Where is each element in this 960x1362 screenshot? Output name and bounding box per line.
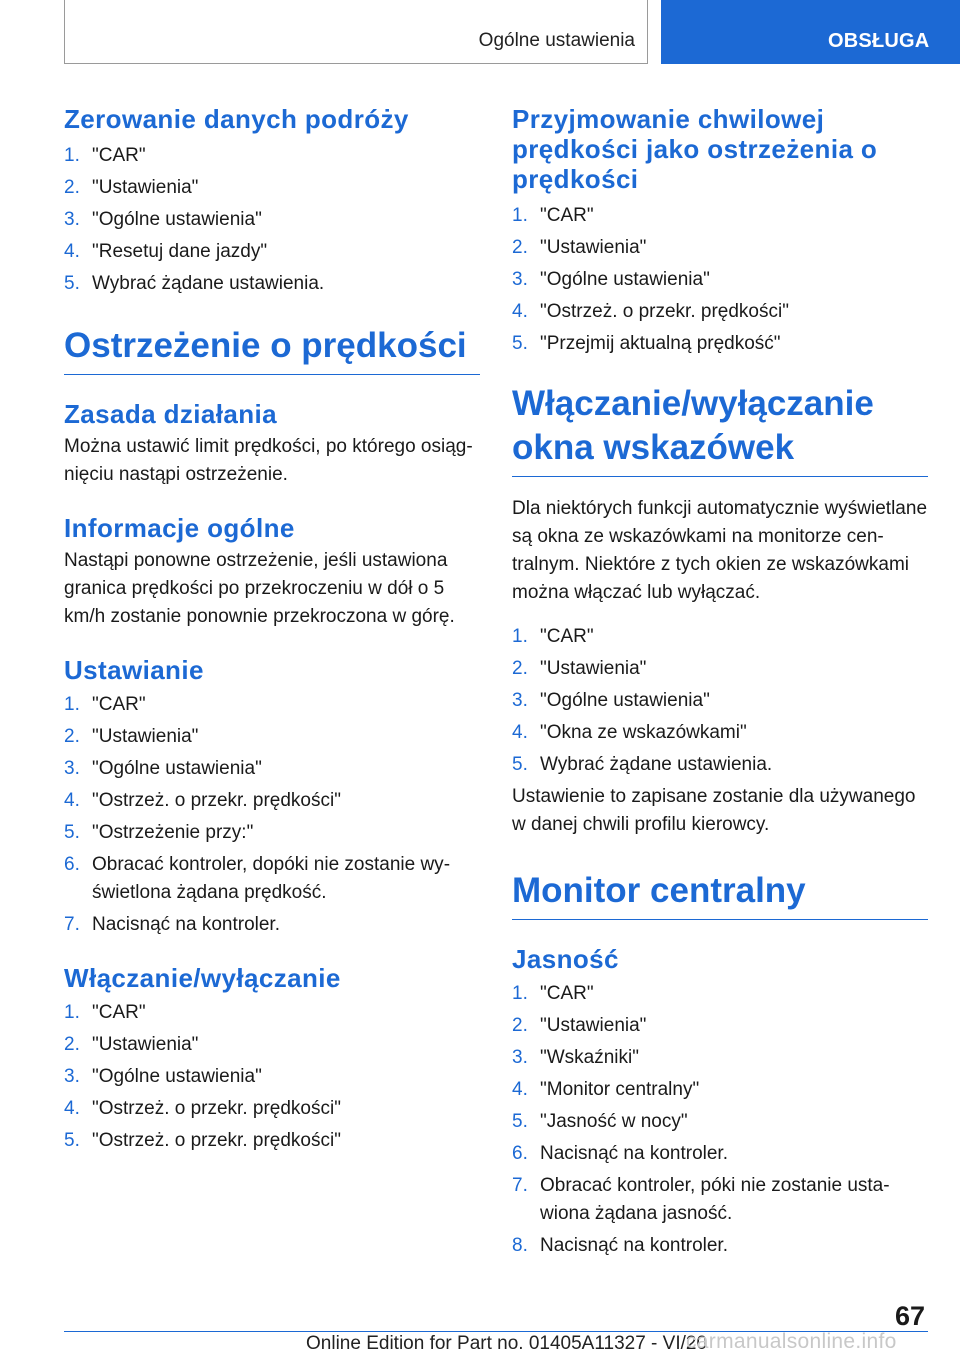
step-text: "Ostrzeż. o przekr. prędkości" xyxy=(92,790,341,811)
step-item xyxy=(512,1108,928,1136)
step-number: 6. xyxy=(512,1143,528,1164)
header-section-box xyxy=(64,0,648,64)
step-item xyxy=(512,1140,928,1168)
step-text: Obracać kontroler, dopóki nie zostanie wyświetlona żądana prędkość. xyxy=(92,854,451,903)
step-item xyxy=(512,330,928,358)
heading-przyjmowanie: Przyjmowanie chwilowej prędkości jako ostrzeżenia o prędkości xyxy=(512,104,878,194)
heading-ustawianie: Ustawianie xyxy=(64,655,204,685)
step-item xyxy=(64,1031,480,1059)
step-text: Wybrać żądane ustawienia. xyxy=(540,754,773,775)
heading-zasada: Zasada działania xyxy=(64,399,278,429)
step-item xyxy=(64,851,480,907)
step-number: 1. xyxy=(64,145,80,166)
step-text: Obracać kontroler, póki nie zostanie ustawiona żądana jasność. xyxy=(540,1175,890,1224)
step-number: 4. xyxy=(512,301,528,322)
step-item xyxy=(512,1012,928,1040)
step-item xyxy=(64,174,480,202)
step-text: "Ustawienia" xyxy=(540,658,647,679)
heading-ostrzezenie: Ostrzeżenie o prędkości xyxy=(64,324,480,375)
step-number: 2. xyxy=(64,177,80,198)
step-number: 4. xyxy=(64,790,80,811)
step-item xyxy=(512,298,928,326)
heading-monitor: Monitor centralny xyxy=(512,869,928,920)
step-item xyxy=(512,655,928,683)
heading-okna-wskazowek: Włączanie/wyłączanie okna wskazówek xyxy=(512,382,928,477)
step-item xyxy=(64,1063,480,1091)
heading-wlaczanie: Włączanie/wyłączanie xyxy=(64,963,341,993)
step-text: Nacisnąć na kontroler. xyxy=(540,1143,728,1164)
step-number: 4. xyxy=(64,1098,80,1119)
step-number: 3. xyxy=(512,1047,528,1068)
text-informacje: Nastąpi ponowne ostrzeżenie, jeśli ustawiona granica prędkości po przekroczeniu w dół o 5 km/h zostanie ponownie przekroczona w górę. xyxy=(64,550,455,627)
text-zasada: Można ustawić limit prędkości, po którego osiągnięciu nastąpi ostrzeżenie. xyxy=(64,436,473,485)
step-item xyxy=(64,819,480,847)
step-item xyxy=(64,755,480,783)
steps-wlaczanie xyxy=(64,999,480,1155)
step-number: 6. xyxy=(64,854,80,875)
step-number: 5. xyxy=(512,1111,528,1132)
step-number: 2. xyxy=(64,1034,80,1055)
step-text: Nacisnąć na kontroler. xyxy=(92,914,280,935)
step-number: 5. xyxy=(64,822,80,843)
step-number: 1. xyxy=(512,983,528,1004)
step-text: "Ogólne ustawienia" xyxy=(92,758,262,779)
steps-przyjmowanie xyxy=(512,202,928,358)
step-item xyxy=(512,623,928,651)
step-item xyxy=(512,1076,928,1104)
step-item xyxy=(64,911,480,939)
steps-ustawianie xyxy=(64,691,480,939)
step-text: "Ogólne ustawienia" xyxy=(540,269,710,290)
text-okna: Dla niektórych funkcji automatycznie wyświetlane są okna ze wskazówkami na monitorze centralnym. Niektóre z tych okien ze wskazówkami można włączać lub wyłączać. xyxy=(512,498,928,603)
step-text: Nacisnąć na kontroler. xyxy=(540,1235,728,1256)
step-number: 4. xyxy=(512,722,528,743)
step-item xyxy=(512,266,928,294)
step-item xyxy=(64,723,480,751)
steps-zerowanie xyxy=(64,142,480,298)
step-text: "Ogólne ustawienia" xyxy=(540,690,710,711)
step-item xyxy=(64,142,480,170)
step-number: 8. xyxy=(512,1235,528,1256)
step-number: 4. xyxy=(64,241,80,262)
step-number: 2. xyxy=(512,658,528,679)
step-text: "CAR" xyxy=(92,145,146,166)
steps-jasnosc xyxy=(512,980,928,1260)
step-number: 2. xyxy=(64,726,80,747)
step-text: "CAR" xyxy=(92,694,146,715)
step-number: 3. xyxy=(512,269,528,290)
step-text: "Monitor centralny" xyxy=(540,1079,700,1100)
step-text: "Ostrzeż. o przekr. prędkości" xyxy=(92,1130,341,1151)
step-item xyxy=(64,999,480,1027)
right-column xyxy=(512,104,928,1264)
step-text: "CAR" xyxy=(540,983,594,1004)
step-text: "Przejmij aktualną prędkość" xyxy=(540,333,781,354)
step-number: 5. xyxy=(64,273,80,294)
footer-edition: Online Edition for Part no. 01405A11327 - VI/20 xyxy=(306,1333,708,1354)
step-text: "Ostrzeż. o przekr. prędkości" xyxy=(540,301,789,322)
step-number: 2. xyxy=(512,237,528,258)
step-text: Wybrać żądane ustawienia. xyxy=(92,273,325,294)
step-text: "Ustawienia" xyxy=(540,237,647,258)
step-number: 7. xyxy=(512,1175,528,1196)
step-number: 3. xyxy=(64,1066,80,1087)
step-text: "Wskaźniki" xyxy=(540,1047,639,1068)
watermark: carmanualsonline.info xyxy=(686,1330,897,1353)
header-chapter-tab: OBSŁUGA xyxy=(661,0,960,64)
step-item xyxy=(512,1044,928,1072)
step-item xyxy=(512,687,928,715)
step-number: 3. xyxy=(512,690,528,711)
step-number: 2. xyxy=(512,1015,528,1036)
step-item xyxy=(512,751,928,779)
step-text: "Ustawienia" xyxy=(92,1034,199,1055)
step-item xyxy=(64,787,480,815)
step-number: 1. xyxy=(512,626,528,647)
step-item xyxy=(512,719,928,747)
step-text: "Resetuj dane jazdy" xyxy=(92,241,268,262)
step-number: 4. xyxy=(512,1079,528,1100)
step-text: "Ustawienia" xyxy=(540,1015,647,1036)
steps-okna xyxy=(512,623,928,779)
step-number: 3. xyxy=(64,758,80,779)
step-text: "CAR" xyxy=(540,205,594,226)
step-number: 1. xyxy=(64,694,80,715)
step-number: 7. xyxy=(64,914,80,935)
step-item xyxy=(64,691,480,719)
step-item xyxy=(512,980,928,1008)
step-item xyxy=(64,238,480,266)
step-text: "Ogólne ustawienia" xyxy=(92,209,262,230)
step-text: "Ostrzeżenie przy:" xyxy=(92,822,254,843)
step-text: "Ostrzeż. o przekr. prędkości" xyxy=(92,1098,341,1119)
step-item xyxy=(512,234,928,262)
header-section-title: Ogólne ustawienia xyxy=(478,30,635,51)
step-number: 5. xyxy=(512,333,528,354)
heading-jasnosc: Jasność xyxy=(512,944,619,974)
step-item xyxy=(512,1232,928,1260)
heading-zerowanie: Zerowanie danych podróży xyxy=(64,104,409,134)
step-text: "Ogólne ustawienia" xyxy=(92,1066,262,1087)
step-item xyxy=(64,1095,480,1123)
page-number: 67 xyxy=(895,1301,926,1331)
step-text: "Ustawienia" xyxy=(92,177,199,198)
step-text: "CAR" xyxy=(92,1002,146,1023)
step-item xyxy=(64,1127,480,1155)
text-okna-after: Ustawienie to zapisane zostanie dla używanego w danej chwili profilu kierowcy. xyxy=(512,786,916,835)
step-number: 5. xyxy=(512,754,528,775)
step-text: "CAR" xyxy=(540,626,594,647)
left-column xyxy=(64,104,480,1159)
step-number: 3. xyxy=(64,209,80,230)
heading-informacje: Informacje ogólne xyxy=(64,513,295,543)
step-item xyxy=(512,202,928,230)
step-text: "Ustawienia" xyxy=(92,726,199,747)
step-text: "Jasność w nocy" xyxy=(540,1111,688,1132)
step-number: 1. xyxy=(64,1002,80,1023)
step-number: 1. xyxy=(512,205,528,226)
step-item xyxy=(64,206,480,234)
step-text: "Okna ze wskazówkami" xyxy=(540,722,747,743)
step-item xyxy=(64,270,480,298)
step-item xyxy=(512,1172,928,1228)
step-number: 5. xyxy=(64,1130,80,1151)
